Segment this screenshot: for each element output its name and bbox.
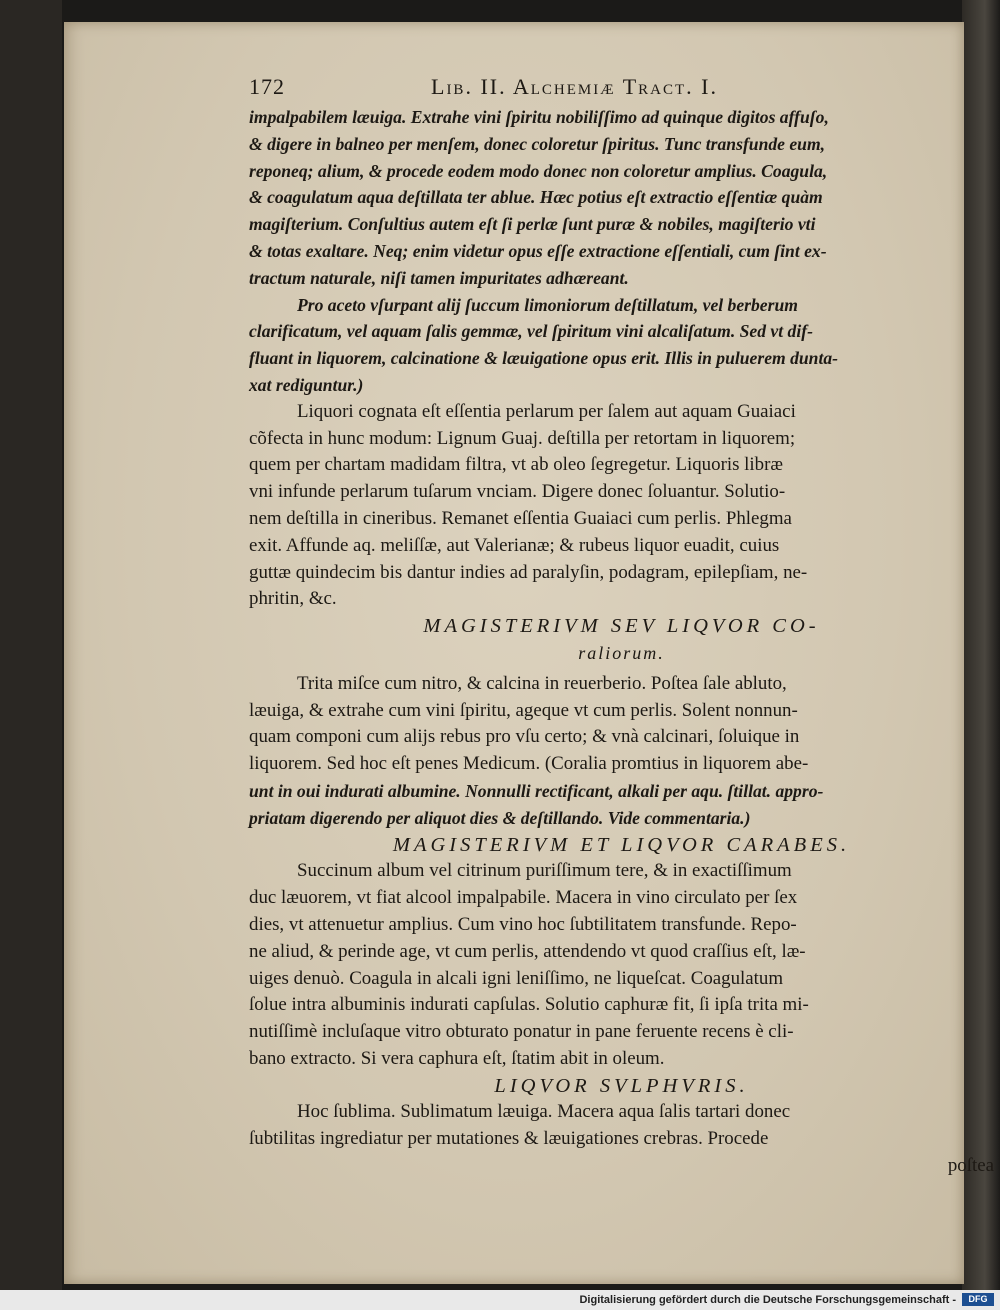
text-line: raliorum. [578,642,665,663]
text-line: nem deſtilla in cineribus. Remanet eſſentia Guaiaci cum perlis. Phlegma [249,507,792,529]
text-line: LIQVOR SVLPHVRIS. [494,1074,749,1097]
text-line: tractum naturale, niſi tamen impuritates adhæreant. [249,267,629,288]
text-line: priatam digerendo per aliquot dies & deſtillando. Vide commentaria.) [249,807,751,828]
footer-credit: Digitalisierung gefördert durch die Deutsche Forschungsgemeinschaft - [579,1294,956,1306]
text-line: quem per chartam madidam filtra, vt ab oleo ſegregetur. Liquoris libræ [249,454,784,476]
text-line: uiges denuò. Coagula in alcali igni leniſſimo, ne liqueſcat. Coagulatum [249,967,784,989]
text-line: xat rediguntur.) [249,374,364,395]
text-line: magiſterium. Conſultius autem eſt ſi perlæ ſunt puræ & nobiles, magiſterio vti [249,214,816,235]
text-line: reponeq; alium, & procede eodem modo donec non coloretur amplius. Coagula, [249,160,828,181]
text-line: læuiga, & extrahe cum vini ſpiritu, ageque vt cum perlis. Solent nonnun- [249,699,798,721]
running-header [249,74,994,104]
book-page [64,22,994,1284]
text-line: exit. Affunde aq. meliſſæ, aut Valerianæ; & rubeus liquor euadit, cuius [249,534,780,556]
text-line: Succinum album vel citrinum puriſſimum tere, & in exactiſſimum [297,860,792,882]
body-text [249,104,994,1180]
text-line: & totas exaltare. Neq; enim videtur opus eſſe extractione eſſentiali, cum ſint ex- [249,240,827,261]
text-line: vni infunde perlarum tuſarum vnciam. Digere donec ſoluantur. Solutio- [249,481,786,503]
running-title: Lib. II. Alchemiæ Tract. I. [431,74,718,99]
text-line: poſtea [947,1155,994,1177]
page-number: 172 [249,74,285,99]
text-line: Hoc ſublima. Sublimatum læuiga. Macera aqua ſalis tartari donec [297,1101,791,1123]
text-line: nutiſſimè incluſaque vitro obturato ponatur in pane feruente recens è cli- [249,1021,794,1043]
text-line: phritin, &c. [249,588,337,610]
text-line: & coagulatum aqua deſtillata ter ablue. Hæc potius eſt extractio eſſentiæ quàm [249,187,823,208]
scan-background-left [0,0,62,1290]
text-line: liquorem. Sed hoc eſt penes Medicum. (Coralia promtius in liquorem abe- [249,753,809,775]
text-line: ſubtilitas ingrediatur per mutationes & læuigationes crebras. Procede [249,1128,769,1150]
text-line: Liquori cognata eſt eſſentia perlarum per ſalem aut aquam Guaiaci [297,400,796,422]
text-line: Pro aceto vſurpant alij ſuccum limoniorum deſtillatum, vel berberum [297,294,798,315]
text-line: fluant in liquorem, calcinatione & læuigatione opus erit. Illis in puluerem dunta- [249,348,839,369]
dfg-logo: DFG [962,1293,994,1306]
digitization-footer [0,1290,1000,1310]
text-line: clarificatum, vel aquam ſalis gemmæ, vel ſpiritum vini alcaliſatum. Sed vt dif- [249,321,813,342]
text-line: bano extracto. Si vera caphura eſt, ſtatim abit in oleum. [249,1047,665,1069]
text-line: ne aliud, & perinde age, vt cum perlis, attendendo vt quod craſſius eſt, læ- [249,940,806,962]
text-line: MAGISTERIVM ET LIQVOR CARABES. [392,833,851,856]
text-line: MAGISTERIVM SEV LIQVOR CO- [423,615,820,638]
text-line: quam componi cum alijs rebus pro vſu certo; & vnà calcinari, ſoluique in [249,726,800,748]
text-line: guttæ quindecim bis dantur indies ad paralyſin, podagram, epilepſiam, ne- [249,561,808,583]
text-line: & digere in balneo per menſem, donec coloretur ſpiritus. Tunc transfunde eum, [249,133,826,154]
text-line: dies, vt attenuetur amplius. Cum vino hoc ſubtilitatem transfunde. Repo- [249,913,797,935]
text-line: impalpabilem læuiga. Extrahe vini ſpiritu nobiliſſimo ad quinque digitos affuſo, [249,107,829,127]
text-line: cõfecta in hunc modum: Lignum Guaj. deſtilla per retortam in liquorem; [249,427,796,449]
text-line: Trita miſce cum nitro, & calcina in reuerberio. Poſtea ſale abluto, [297,672,787,694]
page-text [249,74,994,1180]
text-line: duc læuorem, vt fiat alcool impalpabile. Macera in vino circulato per ſex [249,887,798,909]
text-line: unt in oui indurati albumine. Nonnulli rectificant, alkali per aqu. ſtillat. appro- [249,780,824,801]
text-line: ſolue intra albuminis indurati capſulas. Solutio caphuræ fit, ſi ipſa trita mi- [249,994,809,1016]
